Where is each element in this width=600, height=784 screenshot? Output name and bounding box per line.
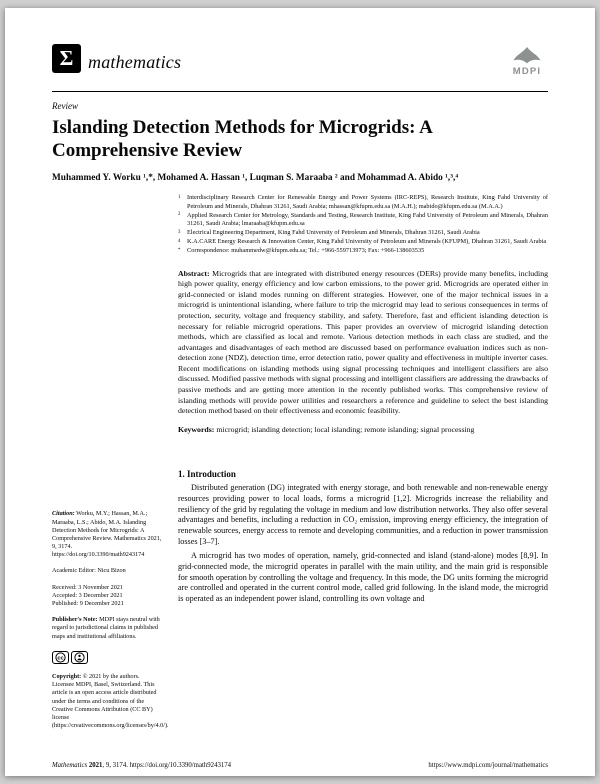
section-heading-introduction: 1. Introduction <box>178 469 236 480</box>
cc-by-license-icon <box>52 651 162 667</box>
affiliation-item <box>178 229 548 237</box>
affiliation-item <box>178 238 548 246</box>
abstract-text: Microgrids that are integrated with distributed energy resources (DERs) provide many benefits, including high power quality, energy efficiency and low carbon emissions, to the power grid. Microgrids are operated either in grid-connected or island modes running on different strategies. However, one of the major technical issues in a microgrid is unintentional islanding, where failure to trip the microgrid may lead to serious consequences in terms of protection, security, voltage and frequency stability, and safety. Therefore, fast and efficient islanding detection is necessary for reliable microgrid operations. This paper provides an overview of microgrid islanding detection methods, which are classified as local and remote. Various detection methods in each class are studied, and the advantages and disadvantages of each method are discussed based on performance evaluation indices such as non-detection zone (NDZ), detection time, error detection ratio, power quality and effectiveness in multiple inverter cases. Recent modifications on islanding methods using signal processing techniques and intelligent classifiers are also discussed. Modified passive methods with signal processing and intelligent classifiers are addressing the drawbacks of passive methods and are getting more attention in the recently published works. This comprehensive review of islanding methods will provide power utilities and researchers a reference and guideline to select the best islanding detection method based on their effectiveness and economic feasibility. <box>178 268 549 416</box>
academic-editor-block <box>52 567 162 575</box>
publishers-note-block <box>52 616 162 641</box>
two-column-layout <box>52 194 548 730</box>
abstract <box>178 269 548 417</box>
affiliation-marker: 4 <box>178 238 181 244</box>
authors-line: Muhammed Y. Worku ¹,*, Mohamed A. Hassan ¹, Luqman S. Maraaba ² and Mohammad A. Abido ¹,³,⁴ <box>52 173 459 184</box>
correspondence-marker: * <box>178 247 181 253</box>
footer-year: 2021 <box>88 762 103 769</box>
published-value: 9 December 2021 <box>79 600 124 608</box>
affiliation-text: Interdisciplinary Research Center for Renewable Energy and Power Systems (IRC-REPS), Research Institute, King Fahd University of Petroleum and Minerals, Dhahran 31261, Saudi Arabia; mhassan@kfupm.edu.sa (M.A.H.); mabido@kfupm.edu.sa (M.A.A.) <box>187 194 548 210</box>
page-footer <box>52 762 548 769</box>
footer-citation <box>52 762 231 769</box>
received-label: Received: <box>52 583 77 591</box>
footer-journal-url[interactable]: https://www.mdpi.com/journal/mathematics <box>428 762 548 769</box>
affiliations-list <box>178 194 548 255</box>
main-column <box>178 194 548 730</box>
date-received <box>52 584 162 592</box>
dates-block <box>52 584 162 609</box>
correspondence-item <box>178 247 548 255</box>
journal-brand <box>52 44 181 73</box>
paper-page <box>5 8 595 776</box>
publishers-note-text: MDPI stays neutral with regard to jurisdictional claims in published maps and institutional affiliations. <box>52 616 160 640</box>
keywords <box>178 425 548 436</box>
published-label: Published: <box>52 600 79 608</box>
accepted-label: Accepted: <box>52 591 78 599</box>
received-value: 3 November 2021 <box>78 583 123 591</box>
date-published <box>52 600 162 608</box>
journal-name: mathematics <box>88 52 182 72</box>
journal-sigma-logo-icon <box>52 44 81 73</box>
copyright-text: © 2021 by the authors. Licensee MDPI, Basel, Switzerland. This article is an open access article distributed under the terms and conditions of the Creative Commons Attribution (CC BY) license (https://creativecommons.org/licenses/by/4.0/). <box>52 672 169 730</box>
affiliation-marker: 3 <box>178 229 181 235</box>
copyright-block <box>52 672 169 730</box>
affiliation-marker: 2 <box>178 212 181 218</box>
academic-editor-name: Nicu Bizon <box>97 567 126 575</box>
intro-paragraph-2: A microgrid has two modes of operation, namely, grid-connected and island (stand-alone) modes [8,9]. In grid-connected mode, the microgrid operates in parallel with the main utility, and the main grid is responsible for smooth operation by controlling the voltage and frequency. In this mode, the DG units forming the microgrid are controlled and operated in the current control mode, called grid following. In the island mode, the microgrid is operated as an independent power island, controlling its own voltage and <box>178 551 548 604</box>
abstract-label: Abstract: <box>178 268 210 278</box>
affiliation-item <box>178 194 548 210</box>
keywords-text: microgrid; islanding detection; local islanding; remote islanding; signal processing <box>216 424 475 434</box>
citation-block <box>52 510 162 559</box>
affiliation-text: Electrical Engineering Department, King Fahd University of Petroleum and Minerals, Dhahran 31261, Saudi Arabia <box>187 229 480 237</box>
affiliation-text: Applied Research Center for Metrology, Standards and Testing, Research Institute, King Fahd University of Petroleum and Minerals, Dhahran 31261, Saudi Arabia; lmaraaba@kfupm.edu.sa <box>187 211 548 227</box>
keywords-label: Keywords: <box>178 424 215 434</box>
affiliation-marker: 1 <box>178 194 181 200</box>
academic-editor-label: Academic Editor: <box>52 567 96 575</box>
footer-journal-name: Mathematics <box>52 762 88 769</box>
correspondence-text: Correspondence: muhammedw@kfupm.edu.sa; Tel.: +966-559713973; Fax: +966-138603535 <box>187 247 425 255</box>
mdpi-logo-icon <box>506 46 548 82</box>
date-accepted <box>52 592 162 600</box>
accepted-value: 3 December 2021 <box>78 591 123 599</box>
header-divider <box>52 91 548 92</box>
citation-label: Citation: <box>52 510 75 518</box>
publishers-note-label: Publisher's Note: <box>52 616 98 624</box>
page-title: Islanding Detection Methods for Microgrids: A Comprehensive Review <box>52 117 432 162</box>
svg-text:MDPI: MDPI <box>512 66 542 77</box>
left-margin-sidebar <box>52 194 169 730</box>
affiliation-item <box>178 212 548 228</box>
citation-text: Worku, M.Y.; Hassan, M.A.; Maraaba, L.S.; Abido, M.A. Islanding Detection Methods for Microgrids: A Comprehensive Review. Mathematics 2021, 9, 3174. https://doi.org/10.3390/math9243174 <box>52 510 162 559</box>
footer-doi: , 9, 3174. https://doi.org/10.3390/math9243174 <box>102 762 232 769</box>
article-type-label: Review <box>52 101 78 111</box>
intro-paragraph-1: Distributed generation (DG) integrated with energy storage, and both renewable and non-renewable energy resources providing power to local loads, forms a microgrid [1,2]. Microgrids increase the reliability and resiliency of the grid by regulating the voltage in medium and low distribution networks. They also offer several advantages and benefits, including a reduction in CO₂ emission, improving energy efficiency, the integration of renewable sources, energy access to remote and developing communities, and a reduction in power transmission losses [3–7]. <box>178 483 548 546</box>
page-header <box>52 44 548 82</box>
sigma-glyph: Σ <box>59 46 74 70</box>
svg-text:cc: cc <box>57 655 64 662</box>
copyright-label: Copyright: <box>52 672 82 680</box>
affiliation-text: K.A.CARE Energy Research & Innovation Center, King Fahd University of Petroleum and Minerals (KFUPM), Dhahran 31261, Saudi Arabia <box>187 238 547 246</box>
